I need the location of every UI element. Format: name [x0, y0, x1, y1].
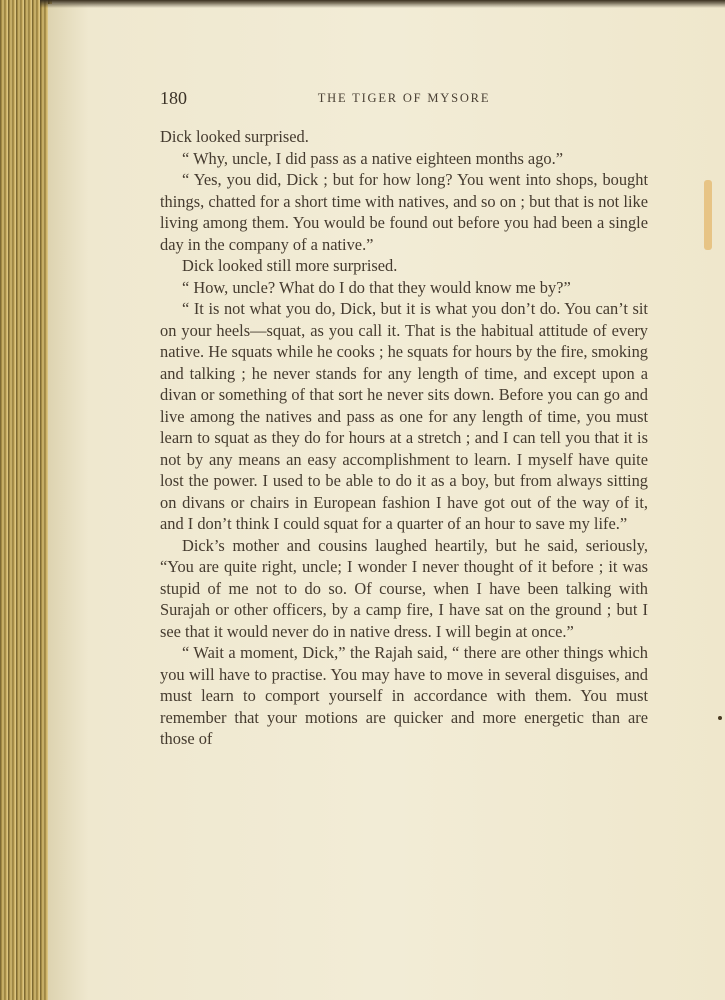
paragraph: “ It is not what you do, Dick, but it is what you don’t do. You can’t sit on your heels—squat, as you call it. That is the habitual attitude of every native. He squats while he cooks ; he squats for hours by the fire, smoking and talking ; he never stands for any length of time, and except upon a divan or something of that sort he never sits down. Before you can go and live among the natives and pass as one for any length of time, you must learn to squat as they do for hours at a stretch ; and I can tell you that it is not by any means an easy accomplishment to learn. I myself have quite lost the power. I used to be able to do it as a boy, but from always sitting on divans or chairs in European fashion I have got out of the way of it, and I don’t think I could squat for a quarter of an hour to save my life.” [160, 299, 648, 533]
margin-stain [704, 180, 712, 250]
paragraph: “ Yes, you did, Dick ; but for how long? You went into shops, bought things, chatted for a short time with natives, and so on ; but that is not like living among them. You would be found out before you had been a single day in the company of a native.” [160, 170, 648, 254]
paragraph: Dick looked still more surprised. [182, 256, 398, 275]
running-head [160, 88, 648, 112]
paragraph: Dick’s mother and cousins laughed heartily, but he said, seriously, “You are quite right, uncle; I wonder I never thought of it before ; it was stupid of me not to do so. Of course, when I have been talking with Surajah or other officers, by a camp fire, I have sat on the ground ; but I see that it would never do in native dress. I will begin at once.” [160, 535, 648, 641]
top-shadow [40, 0, 725, 8]
paragraph: “ Wait a moment, Dick,” the Rajah said, “ there are other things which you will have to practise. You may have to move in several disguises, and must learn to comport yourself in accordance with them. You must remember that your motions are quicker and more energetic than are those of [160, 643, 648, 748]
paragraph: “ Why, uncle, I did pass as a native eighteen months ago.” [182, 148, 563, 168]
paragraph: “ How, uncle? What do I do that they would know me by?” [182, 277, 571, 297]
running-head-title: THE TIGER OF MYSORE [317, 91, 491, 105]
margin-speck [718, 716, 722, 720]
body-text [160, 126, 648, 750]
paragraph: Dick looked surprised. [160, 127, 309, 146]
page-number: 180 [160, 88, 187, 108]
book-page-edges [0, 0, 52, 1000]
